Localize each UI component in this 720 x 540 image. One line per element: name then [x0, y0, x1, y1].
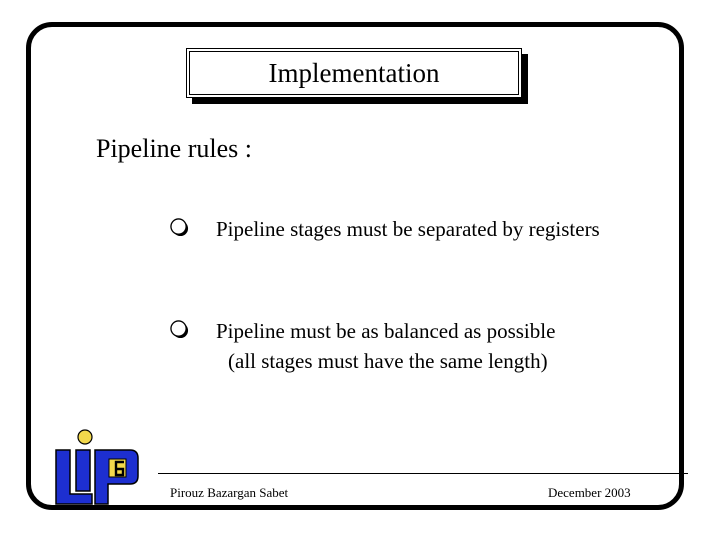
- bullet-item-1: Pipeline stages must be separated by registers: [216, 217, 600, 241]
- footer-divider: [158, 473, 688, 474]
- bullet-icon: [170, 320, 189, 339]
- lip6-logo: [50, 428, 145, 508]
- bullet-item-2-continuation: (all stages must have the same length): [228, 349, 548, 373]
- footer-date: December 2003: [548, 485, 631, 500]
- footer-author: Pirouz Bazargan Sabet: [170, 485, 289, 500]
- slide-title: Implementation: [268, 58, 440, 88]
- bullet-item-2: Pipeline must be as balanced as possible: [216, 319, 556, 343]
- bullet-icon: [170, 218, 189, 237]
- section-heading: Pipeline rules :: [96, 134, 252, 163]
- title-box: [186, 48, 522, 98]
